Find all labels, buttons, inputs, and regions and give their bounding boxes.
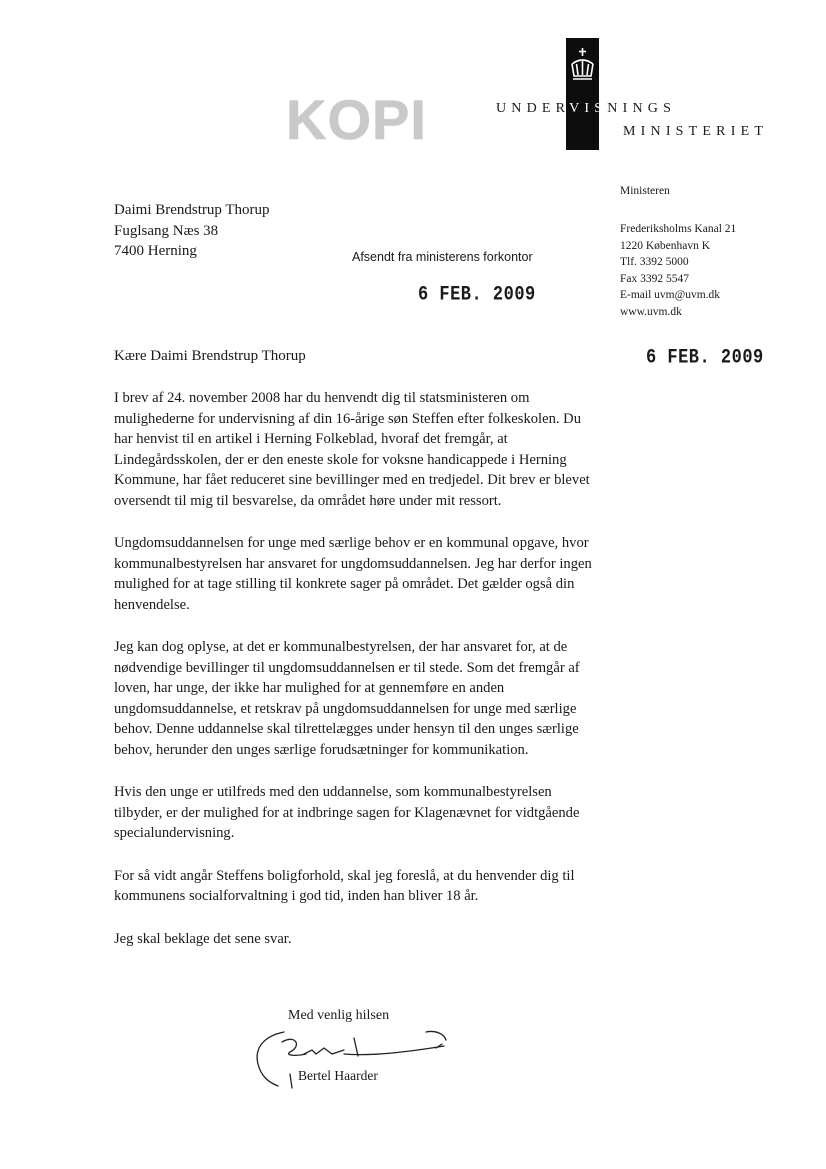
- paragraph: I brev af 24. november 2008 har du henvendt dig til statsministeren om mulighederne for undervisning af din 16-årige søn Steffen efter folkeskolen. Du har henvist til en artikel i Herning Folkeblad, hvoraf det fremgår, at Lindegårdsskolen, der er den eneste skole for voksne handicappede i Herning Kommune, har fået reduceret sine bevillinger med en tredjedel. Dit brev er blevet oversendt til mig til besvarelse, da området høre under mit ressort.: [114, 390, 590, 509]
- recipient-street: Fuglsang Næs 38: [114, 222, 219, 239]
- ministry-name-line2: MINISTERIET: [623, 124, 769, 139]
- sent-from-note: Afsendt fra ministerens forkontor: [352, 250, 533, 264]
- letter-body: [114, 388, 594, 971]
- address-street: Frederiksholms Kanal 21: [620, 223, 737, 235]
- address-email: E-mail uvm@uvm.dk: [620, 289, 721, 301]
- salutation: Kære Daimi Brendstrup Thorup: [114, 348, 306, 364]
- paragraph: Jeg kan dog oplyse, at det er kommunalbestyrelsen, der har ansvaret for, at de nødvendige bevillinger til ungdomsuddannelsen er til stede. Som det fremgår af loven, har unge, der ikke har mulighed for at gennemføre en anden ungdomsuddannelse, et retskrav på ungdomsuddannelsen for unge med særlige behov. Denne uddannelse skal tilrettelægges under hensyn til den unges særlige behov, herunder den unges særlige forudsætninger for kommunikation.: [114, 639, 580, 758]
- address-fax: Fax 3392 5547: [620, 272, 689, 285]
- kopi-stamp: KOPI: [286, 88, 427, 151]
- paragraph: For så vidt angår Steffens boligforhold, skal jeg foreslå, at du henvender dig til kommunens socialforvaltning i god tid, inden han bliver 18 år.: [114, 867, 575, 904]
- sender-title: Ministeren: [620, 185, 670, 197]
- paragraph: Hvis den unge er utilfreds med den uddannelse, som kommunalbestyrelsen tilbyder, er der mulighed for at indbringe sagen for Klagenævnet for vidtgående specialundervisning.: [114, 784, 580, 841]
- signer-name: Bertel Haarder: [298, 1068, 378, 1083]
- recipient-city: 7400 Herning: [114, 243, 197, 259]
- ministry-name-line1: UNDERVISNINGS: [496, 101, 677, 116]
- closing: Med venlig hilsen: [288, 1008, 390, 1023]
- recipient-address: [114, 200, 270, 262]
- address-city: 1220 København K: [620, 239, 711, 252]
- address-phone: Tlf. 3392 5000: [620, 256, 689, 268]
- address-website: www.uvm.dk: [620, 305, 682, 318]
- date-stamp-right: 6 FEB. 2009: [646, 347, 764, 370]
- sender-address: [620, 221, 736, 320]
- paragraph: Jeg skal beklage det sene svar.: [114, 930, 292, 947]
- crown-icon: [566, 46, 599, 86]
- date-stamp: 6 FEB. 2009: [418, 284, 536, 307]
- paragraph: Ungdomsuddannelsen for unge med særlige behov er en kommunal opgave, hvor kommunalbestyrelsen har ansvaret for ungdomsuddannelsen. Jeg har derfor ingen mulighed for at tage stilling til konkrete sager på området. Det gælder også din henvendelse.: [114, 535, 592, 613]
- recipient-name: Daimi Brendstrup Thorup: [114, 202, 270, 218]
